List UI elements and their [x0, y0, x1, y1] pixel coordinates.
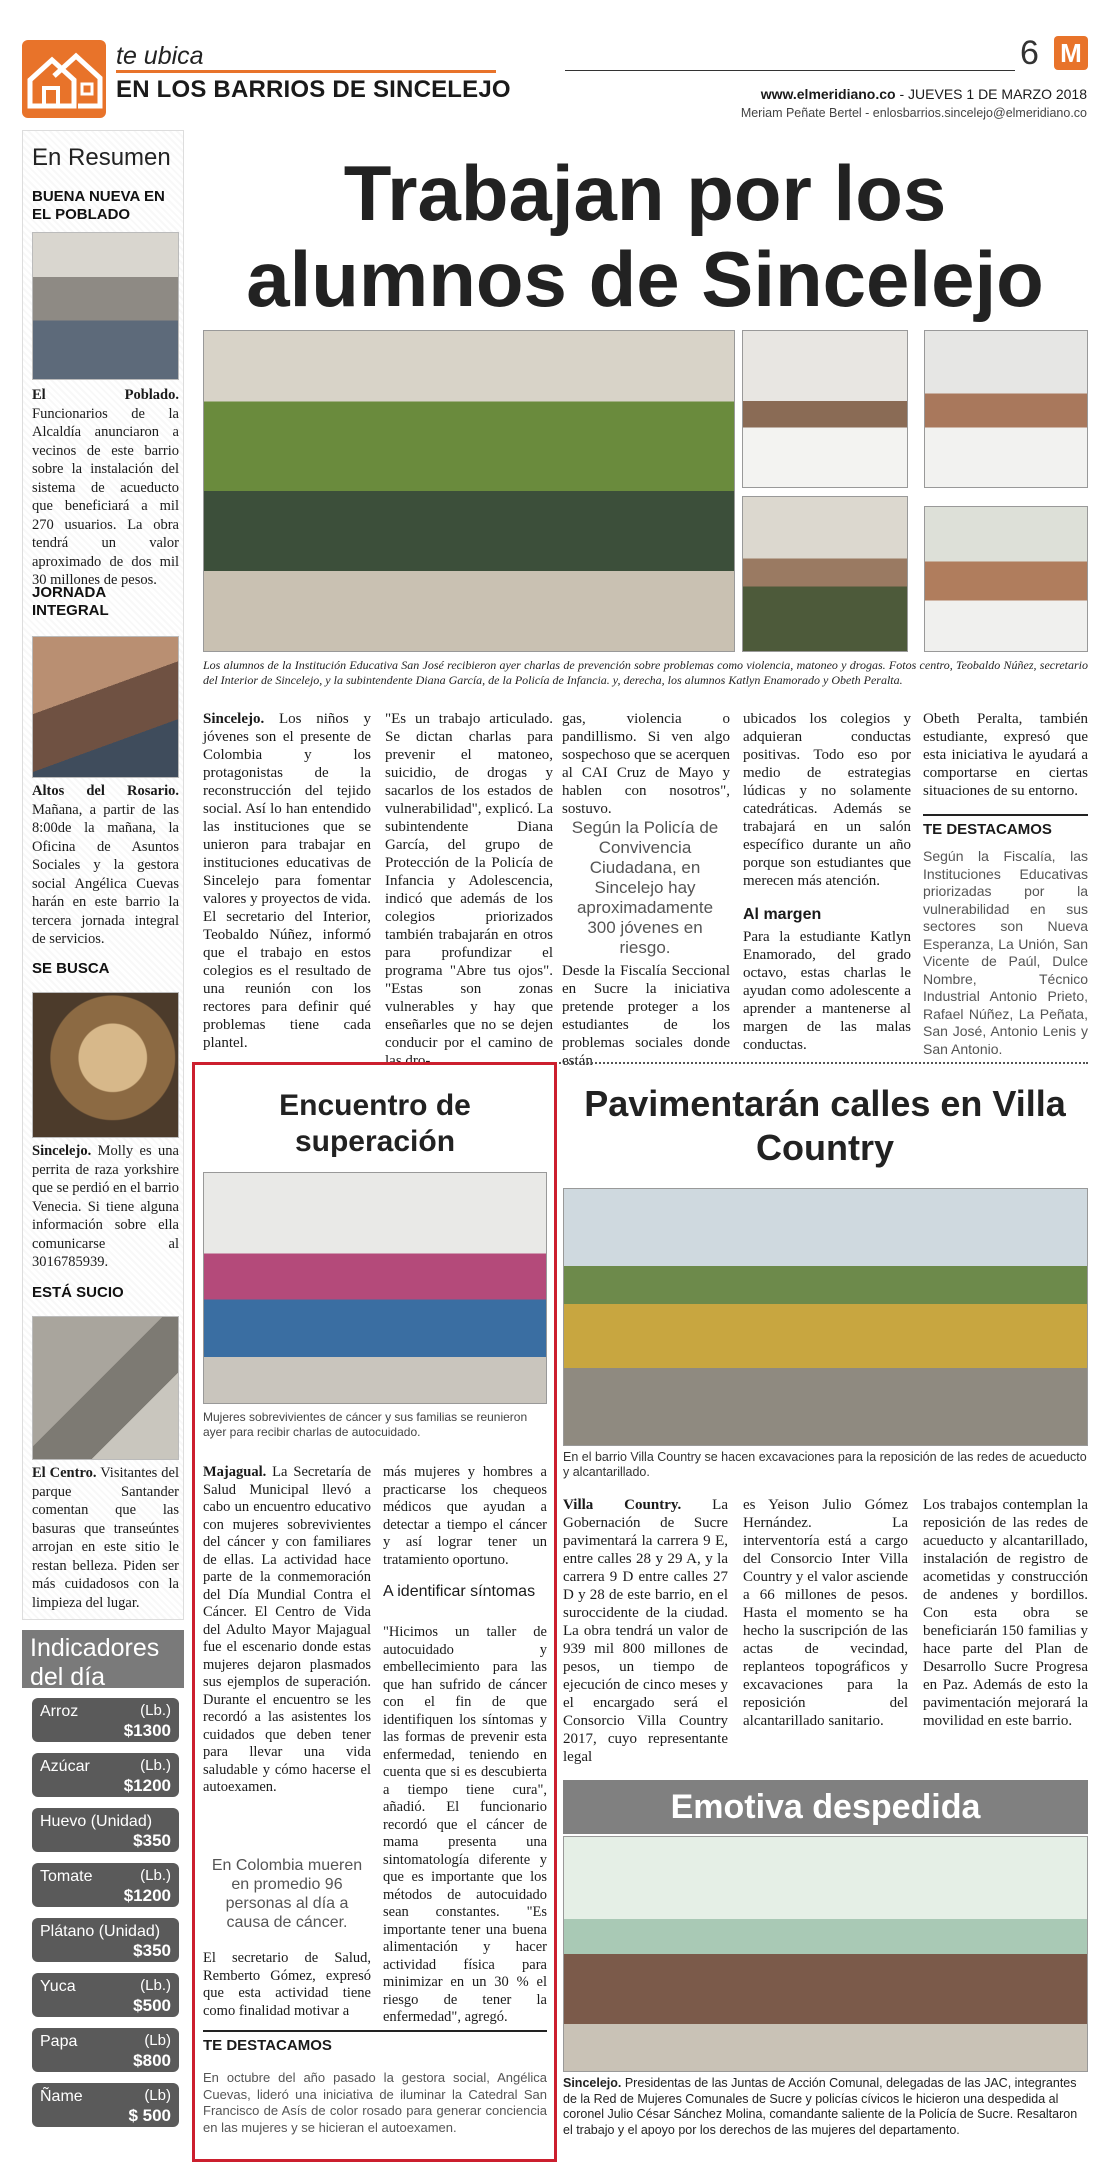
main-subhead: Al margen: [743, 906, 822, 923]
main-col-5: Obeth Peralta, también estudiante, expresó que esta iniciativa le ayudará a comportarse en ciertas situaciones de su entorno.: [923, 711, 1088, 799]
main-destaca-text: Según la Fiscalía, las Instituciones Educativas priorizadas por la vulnerabilidad en sus sectores son Nueva Esperanza, La Unión, San Vicente de Paúl, Dulce Nombre, Técnico Industrial Antonio Prieto, Rafael Núñez, La Peñata, San José, Antonio Lenis y San Antonio.: [923, 848, 1088, 1057]
rail-text-2: Altos del Rosario. Mañana, a partir de las 8:00de la mañana, la Oficina de Asuntos Sociales y la gestora social Angélica Cuevas harán en este barrio la tercera jornada integral de servicios.: [32, 783, 179, 947]
pavimentaran-caption: En el barrio Villa Country se hacen excavaciones para la reposición de las redes de acueducto y alcantarillado.: [563, 1450, 1087, 1479]
dateline: [761, 86, 1087, 102]
main-col-2: "Es un trabajo articulado. Se dictan charlas para prevenir el matoneo, suicidio, de drogas y sacarlos de los estados de vulnerabilidad", explicó. La subintendente Diana García, del grupo de Protección de la Policía de Infancia y Adolescencia, indicó que además de los colegios priorizados también trabajarán en otros para profundizar el programa "Abre tus ojos". "Estas son zonas vulnerables y hay que enseñarles que no se dejen conducir por el camino de las dro-: [385, 711, 553, 1069]
indicator-row: [32, 2083, 179, 2127]
encuentro-photo: [203, 1172, 547, 1404]
encuentro-subhead: A identificar síntomas: [383, 1583, 536, 1600]
despedida-caption: Sincelejo. Presidentas de las Juntas de Acción Comunal, delegadas de las JAC, integrantes de la Red de Mujeres Comunales de Sucre y policías cívicos le hicieron una despedida al coronel Julio César Sánchez Molina, comandante saliente de la Policía de Sucre. Resaltaron el trabajo y el apoyo por los derechos de las mujeres del departamento.: [563, 2076, 1078, 2137]
rail-head-1: BUENA NUEVA EN EL POBLADO: [32, 188, 165, 223]
indicator-name: Plátano (Unidad): [40, 1923, 161, 1940]
officer-portrait: [742, 496, 908, 652]
indicator-row: [32, 1808, 179, 1852]
pavimentaran-col-2: es Yeison Julio Gómez Hernández. La interventoría está a cargo del Consorcio Inter Villa Country y el valor asciende a 66 millones de pesos. Hasta el momento se ha hecho la suscripción de las actas de vecindad, replanteos topográficos y excavaciones para la reposición del alcantarillado sanitario.: [743, 1497, 908, 1729]
indicator-row: [32, 1918, 179, 1962]
encuentro-col-1b: El secretario de Salud, Remberto Gómez, expresó que esta actividad tiene como finalidad motivar a: [203, 1950, 371, 2019]
secretary-portrait: [742, 330, 908, 488]
rail-text-4: El Centro. Visitantes del parque Santander comentan que las basuras que transeúntes arrojan en este sitio le restan belleza. Piden ser más cuidadosos con la limpieza del lugar.: [32, 1465, 179, 1611]
despedida-headline: Emotiva despedida: [563, 1780, 1088, 1834]
main-headline: Trabajan por los alumnos de Sincelejo: [246, 149, 1044, 323]
indicator-unit: (Lb.): [140, 1757, 171, 1774]
indicator-row: [32, 1753, 179, 1797]
despedida-photo: [563, 1836, 1088, 2072]
indicator-price: $350: [133, 1941, 171, 1960]
indicator-price: $1300: [123, 1721, 171, 1740]
trash-photo: [32, 1316, 179, 1460]
indicator-row: [32, 1973, 179, 2017]
encuentro-destaca-head: TE DESTACAMOS: [203, 2030, 547, 2054]
indicators-title: Indicadores del día: [22, 1630, 184, 1688]
rail-head-2: JORNADA INTEGRAL: [32, 584, 109, 619]
main-col-3b: Desde la Fiscalía Seccional en Sucre la iniciativa pretende proteger a los estudiantes de los problemas sociales donde están: [562, 963, 730, 1069]
dog-photo: [32, 992, 179, 1138]
indicator-price: $1200: [123, 1776, 171, 1795]
rail-head-4: ESTÁ SUCIO: [32, 1284, 124, 1301]
pavimentaran-headline: Pavimentarán calles en Villa Country: [584, 1083, 1066, 1168]
byline: Meriam Peñate Bertel - enlosbarrios.sincelejo@elmeridiano.co: [740, 106, 1087, 120]
main-pull-quote: Según la Policía de Convivencia Ciudadana, en Sincelejo hay aproximadamente 300 jóvenes en riesgo.: [571, 818, 719, 957]
section-kicker: te ubica: [116, 42, 204, 70]
indicator-unit: (Lb.): [140, 1977, 171, 1994]
rail-title: En Resumen: [32, 144, 171, 171]
rail-head-3: SE BUSCA: [32, 960, 110, 977]
rail-text-1: El Poblado. Funcionarios de la Alcaldía anunciaron a vecinos de este barrio sobre la instalación del sistema de acueducto que beneficiará a mil 270 usuarios. La obra tendrá un valor aproximado de dos mil 30 millones de pesos.: [32, 387, 179, 588]
indicator-row: [32, 2028, 179, 2072]
section-rule: [116, 70, 496, 73]
house-icon: [22, 40, 106, 118]
pavimentaran-col-3: Los trabajos contemplan la reposición de las redes de acueducto y alcantarillado, instalación de registro de acometidas y construcción de andenes y bordillos. Con esta obra se beneficiarán 150 familias y hace parte del Plan de Desarrollo Sucre Progresa en Paz. Además de esto la pavimentación mejorará la movilidad en este barrio.: [923, 1497, 1088, 1729]
main-col-3: gas, violencia o pandillismo. Si ven algo sospechoso que se acerquen al CAI Cruz de Mayo y hablen con nosotros", sostuvo.: [562, 711, 730, 817]
indicator-name: Azúcar: [40, 1758, 90, 1775]
encuentro-destaca-text: En octubre del año pasado la gestora social, Angélica Cuevas, lideró una iniciativa de iluminar la Catedral San Francisco de Asís de color rosado para generar conciencia en las mujeres y se hicieran el autoexamen.: [203, 2070, 547, 2135]
indicator-name: Ñame: [40, 2088, 83, 2105]
indicator-row: [32, 1698, 179, 1742]
main-destaca-head: TE DESTACAMOS: [923, 814, 1088, 838]
indicator-unit: (Lb.): [140, 1867, 171, 1884]
main-photo-caption: Los alumnos de la Institución Educativa San José recibieron ayer charlas de prevención sobre problemas como violencia, matoneo y drogas. Fotos centro, Teobaldo Núñez, secretario del Interior de Sincelejo, y la subintendente Diana García, de la Policía de Infancia. y, derecha, los alumnos Katlyn Enamorado y Obeth Peralta.: [203, 658, 1088, 687]
rail-text-3: Sincelejo. Molly es una perrita de raza yorkshire que se perdió en el barrio Venecia. Si tiene alguna información sobre ella comunicarse al 3016785939.: [32, 1143, 179, 1270]
page-number: 6: [1020, 34, 1039, 72]
student-girl-portrait: [924, 330, 1088, 488]
newspaper-logo: M: [1054, 36, 1088, 70]
students-photo: [203, 330, 735, 652]
encuentro-col-2b: "Hicimos un taller de autocuidado y embellecimiento para las que han sufrido de cáncer con el fin de que identifiquen los síntomas y las formas de prevenir esta enfermedad, teniendo en cuenta que si es descubierta a tiempo tiene cura", añadió. El funcionario recordó que el cáncer de mama presenta una sintomatología diferente y que es importante que los métodos de autocuidado sean constantes. "Es importante tener una buena alimentación y hacer actividad física para minimizar en un 30 % el riesgo de tener la enfermedad", agregó.: [383, 1624, 547, 2025]
encuentro-caption: Mujeres sobrevivientes de cáncer y sus familias se reunieron ayer para recibir charlas de autocuidado.: [203, 1410, 528, 1439]
main-col-4: ubicados los colegios y adquieran conductas positivas. Todo eso por medio de estrategias lúdicas y no solamente catedráticas. Además se trabajará en un salón específico durante un año porque son estudiantes que merecen más atención.: [743, 711, 911, 889]
student-boy-portrait: [924, 506, 1088, 652]
indicator-name: Papa: [40, 2033, 78, 2050]
header-rule: [565, 70, 1015, 71]
encuentro-pull-quote: En Colombia mueren en promedio 96 personas al día a causa de cáncer.: [211, 1857, 363, 1931]
excavator-photo: [563, 1188, 1088, 1446]
indicator-price: $ 500: [128, 2106, 171, 2125]
indicator-unit: (Lb.): [140, 1702, 171, 1719]
house-logo-icon: [22, 40, 106, 118]
section-title: EN LOS BARRIOS DE SINCELEJO: [116, 76, 511, 103]
site-url[interactable]: www.elmeridiano.co: [760, 86, 896, 102]
indicator-price: $1200: [123, 1886, 171, 1905]
main-col-4b: Para la estudiante Katlyn Enamorado, del grado octavo, estas charlas le ayudan como adolescente a aprender a mantenerse al margen de las malas conductas.: [743, 929, 911, 1053]
indicator-unit: (Lb): [144, 2087, 171, 2104]
indicator-name: Huevo (Unidad): [40, 1813, 153, 1830]
indicator-price: $350: [133, 1831, 171, 1850]
indicator-price: $500: [133, 1996, 171, 2015]
pavimentaran-col-1: Villa Country. La Gobernación de Sucre pavimentará la carrera 9 E, entre calles 28 y 29 A, y la carrera 9 D entre calles 27 D y 28 de este barrio, en el suroccidente de la ciudad. La obra tendrá un valor de 939 mil 800 millones de pesos, un tiempo de ejecución de cinco meses y el encargado será el Consorcio Villa Country 2017, cuyo representante legal: [563, 1497, 728, 1765]
encuentro-col-1: Majagual. La Secretaría de Salud Municipal llevó a cabo un encuentro educativo con mujeres sobrevivientes del cáncer y con familiares de ellas. La actividad hace parte de la conmemoración del Día Mundial Contra el Cáncer. El Centro de Vida del Adulto Mayor Majagual fue el escenario donde estas mujeres dejaron plasmados sus ejemplos de superación. Durante el encuentro se les recordó a las asistentes los cuidados que deben tener para llevar una vida saludable y cómo hacerse el autoexamen.: [203, 1464, 371, 1795]
indicator-row: [32, 1863, 179, 1907]
main-col-1: Sincelejo. Los niños y jóvenes son el presente de Colombia y los protagonistas de la reconstrucción del tejido social. Así lo han entendido las instituciones que se unieron para trabajar en instituciones educativas de Sincelejo para fomentar valores y proyectos de vida. El secretario del Interior, Teobaldo Núñez, informó que el trabajo en estos colegios es el resultado de una reunión con los rectores para definir qué problemas tiene cada plantel.: [203, 711, 371, 1051]
issue-date: - JUEVES 1 DE MARZO 2018: [895, 86, 1087, 102]
poblado-photo: [32, 232, 179, 380]
rosario-photo: [32, 636, 179, 778]
indicator-name: Arroz: [40, 1703, 79, 1720]
encuentro-headline: Encuentro de superación: [279, 1089, 471, 1158]
indicator-unit: (Lb): [144, 2032, 171, 2049]
indicator-name: Tomate: [40, 1868, 93, 1885]
indicator-price: $800: [133, 2051, 171, 2070]
indicator-name: Yuca: [40, 1978, 76, 1995]
encuentro-col-2: más mujeres y hombres a practicarse los chequeos médicos que ayudan a detectar a tiempo el cáncer y así lograr tener un tratamiento oportuno.: [383, 1464, 547, 1568]
